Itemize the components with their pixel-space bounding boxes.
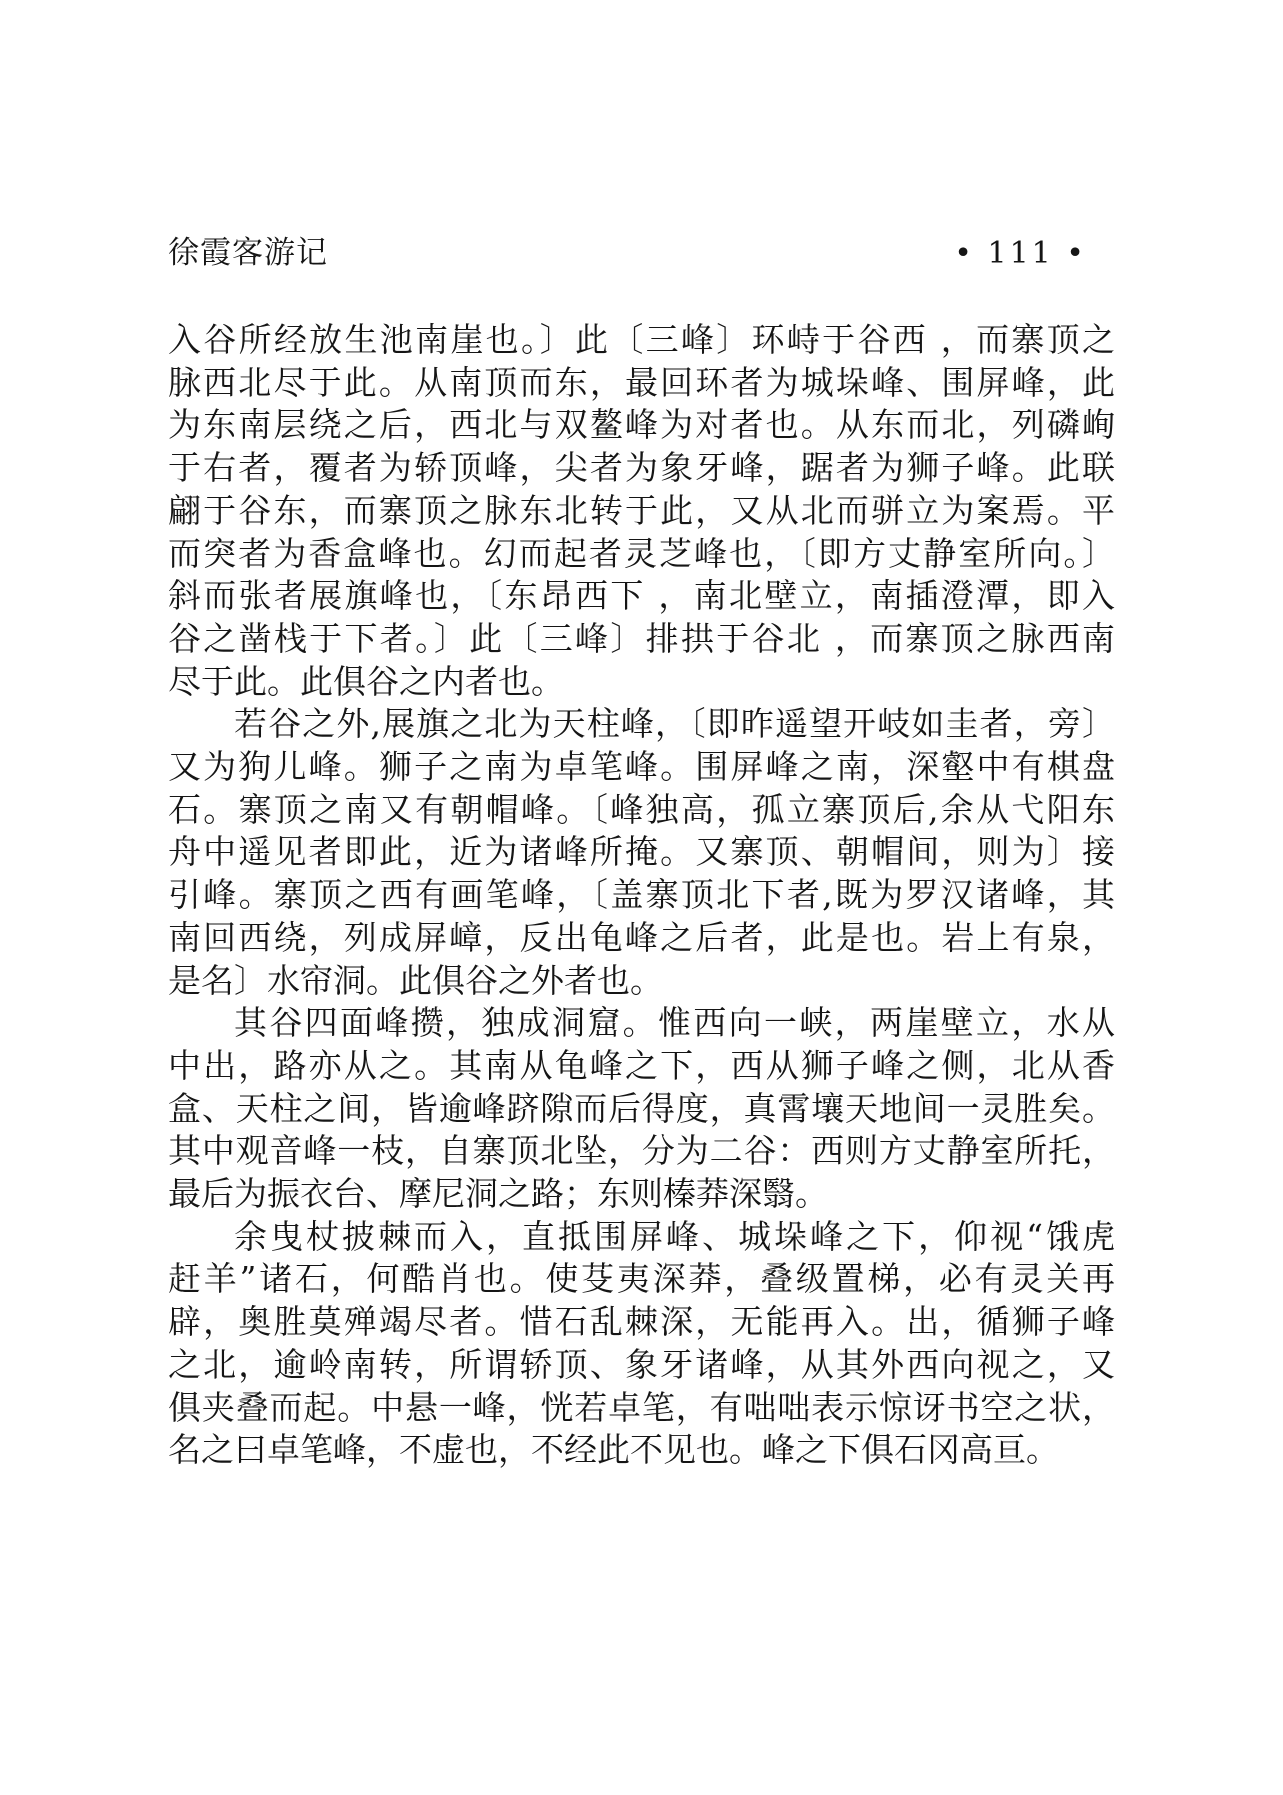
text-line: 若谷之外,展旗之北为天柱峰，〔即昨遥望开岐如圭者，旁〕 — [234, 704, 1115, 744]
text-line: 名之曰卓笔峰，不虚也，不经此不见也。峰之下俱石冈高亘。 — [168, 1430, 1059, 1470]
text-line: 入谷所经放生池南崖也。〕此〔三峰〕环峙于谷西 ，而寨顶之 — [168, 320, 1115, 359]
text-line: 余曳杖披棘而入，直抵围屏峰、城垛峰之下，仰视“饿虎 — [234, 1216, 1115, 1256]
text-line: 最后为振衣台、摩尼洞之路；东则榛莽深翳。 — [168, 1174, 828, 1214]
text-line: 引峰。寨顶之西有画笔峰，〔盖寨顶北下者,既为罗汉诸峰，其 — [168, 875, 1115, 915]
book-title: 徐霞客游记 — [168, 235, 328, 271]
text-line: 盒、天柱之间，皆逾峰跻隙而后得度，真霄壤天地间一灵胜矣。 — [168, 1088, 1115, 1128]
text-line: 俱夹叠而起。中悬一峰，恍若卓笔，有咄咄表示惊讶书空之状， — [168, 1387, 1115, 1427]
text-line: 石。寨顶之南又有朝帽峰。〔峰独高，孤立寨顶后,余从弋阳东 — [168, 789, 1115, 829]
text-line: 中出，路亦从之。其南从龟峰之下，西从狮子峰之侧，北从香 — [168, 1045, 1115, 1085]
text-line: 其中观音峰一枝，自寨顶北坠，分为二谷：西则方丈静室所托， — [168, 1131, 1115, 1171]
text-line: 南回西绕，列成屏嶂，反出龟峰之后者，此是也。岩上有泉， — [168, 917, 1115, 957]
text-line: 又为狗儿峰。狮子之南为卓笔峰。围屏峰之南，深壑中有棋盘 — [168, 747, 1115, 787]
page-number: • 111 • — [954, 236, 1087, 271]
text-line: 其谷四面峰攒，独成洞窟。惟西向一峡，两崖壁立，水从 — [234, 1003, 1115, 1043]
text-line: 于右者，覆者为轿顶峰，尖者为象牙峰，踞者为狮子峰。此联 — [168, 448, 1115, 488]
text-line: 是名〕水帘洞。此俱谷之外者也。 — [168, 960, 663, 1000]
page-content — [168, 234, 1115, 1472]
text-line: 脉西北尽于此。从南顶而东，最回环者为城垛峰、围屏峰，此 — [168, 362, 1115, 402]
text-line: 舟中遥见者即此，近为诸峰所掩。又寨顶、朝帽间，则为〕接 — [168, 832, 1115, 872]
text-line: 谷之凿栈于下者。〕此〔三峰〕排拱于谷北 ，而寨顶之脉西南 — [168, 618, 1115, 658]
text-line: 斜而张者展旗峰也，〔东昂西下 ，南北壁立，南插澄潭，即入 — [168, 576, 1115, 616]
page-header — [168, 234, 1115, 273]
text-line: 之北，逾岭南转，所谓轿顶、象牙诸峰，从其外西向视之，又 — [168, 1344, 1115, 1384]
text-line: 而突者为香盒峰也。幻而起者灵芝峰也，〔即方丈静室所向。〕 — [168, 533, 1115, 573]
text-line: 翩于谷东，而寨顶之脉东北转于此，又从北而骈立为案焉。平 — [168, 490, 1115, 530]
text-line: 赶羊”诸石，何酷肖也。使芟夷深莽，叠级置梯，必有灵关再 — [168, 1259, 1115, 1299]
text-line: 为东南层绕之后，西北与双鳌峰为对者也。从东而北，列磷峋 — [168, 405, 1115, 445]
text-line: 辟，奥胜莫殚竭尽者。惜石乱棘深，无能再入。出，循狮子峰 — [168, 1302, 1115, 1342]
text-line: 尽于此。此俱谷之内者也。 — [168, 661, 564, 701]
body-text — [168, 319, 1115, 1472]
